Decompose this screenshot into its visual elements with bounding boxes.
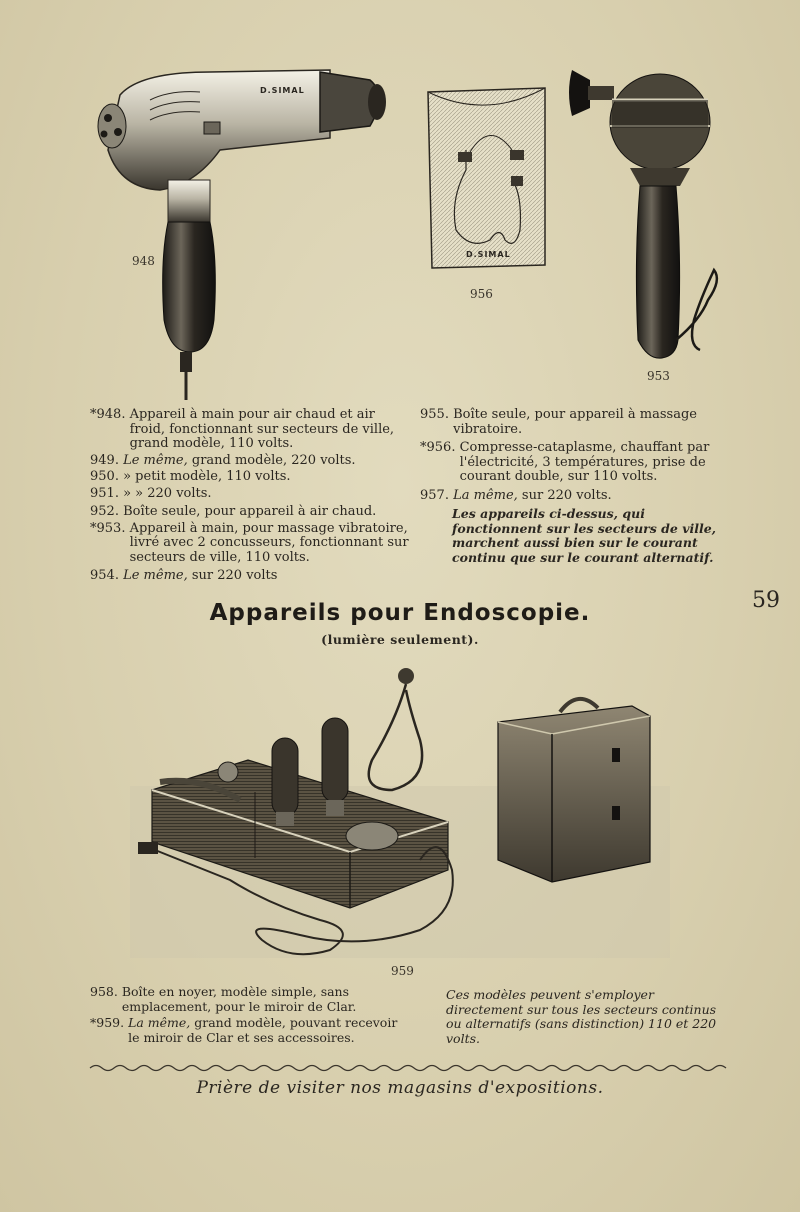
figure-number-956: 956 — [470, 287, 493, 301]
section-subtitle: (lumière seulement). — [321, 632, 479, 647]
footer-notice: Prière de visiter nos magasins d'expositions. — [196, 1078, 604, 1098]
entry-number: *959. — [90, 1015, 125, 1030]
entry-958 — [90, 985, 410, 1014]
figure-number-959: 959 — [391, 964, 414, 978]
page-number: 59 — [752, 588, 780, 613]
entry-lead: Le même, — [123, 568, 188, 583]
entry-954 — [90, 569, 410, 584]
entry-number: *953. — [90, 520, 126, 536]
entry-text: » » 220 volts. — [123, 485, 212, 501]
entry-text: grand modèle, 220 volts. — [187, 452, 356, 468]
bottom-right-note: Ces modèles peuvent s'employer directement sur tous les secteurs continus ou alternatifs (sans distinction) 110 et 220 volts. — [446, 987, 717, 1046]
entry-952 — [90, 505, 410, 520]
entry-number: *956. — [420, 440, 456, 455]
entry-951 — [90, 487, 410, 502]
entry-949 — [90, 454, 410, 469]
entry-number: *948. — [90, 407, 126, 422]
entry-text: Boîte en noyer, modèle simple, sans emplacement, pour le miroir de Clar. — [121, 984, 357, 1014]
entry-950 — [90, 470, 410, 485]
dryer-brand-label: D.SIMAL — [260, 86, 305, 95]
entry-948 — [90, 408, 410, 452]
section-title: Appareils pour Endoscopie. — [209, 600, 591, 626]
left-description-column — [90, 408, 410, 584]
bottom-left-column — [90, 985, 410, 1045]
entry-number: 949. — [90, 452, 119, 468]
entry-number: 952. — [90, 504, 119, 519]
pouch-brand-label: D.SIMAL — [466, 250, 511, 259]
entry-number: 955. — [420, 407, 449, 422]
entry-number: 950. — [90, 469, 119, 484]
entry-957 — [420, 489, 728, 504]
entry-number: 957. — [420, 487, 449, 503]
entry-text: Appareil à main pour air chaud et air froid, fonctionnant sur secteurs de ville, grand modèle, 110 volts. — [129, 407, 395, 451]
entry-text: grand modèle, pouvant recevoir le miroir de Clar et ses accessoires. — [128, 1015, 398, 1045]
entry-953 — [90, 522, 410, 566]
entry-text: sur 220 volts. — [517, 487, 612, 503]
entry-959 — [90, 1016, 410, 1045]
entry-956 — [420, 441, 728, 485]
entry-text: sur 220 volts — [187, 568, 278, 583]
entry-text: Appareil à main, pour massage vibratoire, livré avec 2 concusseurs, fonctionnant sur secteurs de ville, 110 volts. — [129, 520, 409, 565]
entry-lead: La même, — [128, 1015, 191, 1030]
entry-text: Boîte seule, pour appareil à massage vibratoire. — [453, 407, 697, 437]
entry-text: Compresse-cataplasme, chauffant par l'électricité, 3 températures, prise de courant double, sur 110 volts. — [459, 440, 710, 484]
entry-955 — [420, 408, 728, 437]
entry-lead: Le même, — [123, 452, 188, 468]
figure-number-953: 953 — [647, 369, 670, 383]
entry-text: » petit modèle, 110 volts. — [123, 469, 291, 484]
entry-text: Boîte seule, pour appareil à air chaud. — [123, 504, 377, 519]
right-description-column — [420, 408, 728, 565]
entry-lead: La même, — [453, 487, 518, 503]
right-note: Les appareils ci-dessus, qui fonctionnent sur les secteurs de ville, marchent aussi bien sur le courant continu que sur le courant alternatif. — [452, 506, 717, 565]
entry-number: 958. — [90, 984, 118, 999]
entry-number: 954. — [90, 568, 119, 583]
entry-number: 951. — [90, 485, 119, 501]
figure-number-948: 948 — [132, 254, 155, 268]
